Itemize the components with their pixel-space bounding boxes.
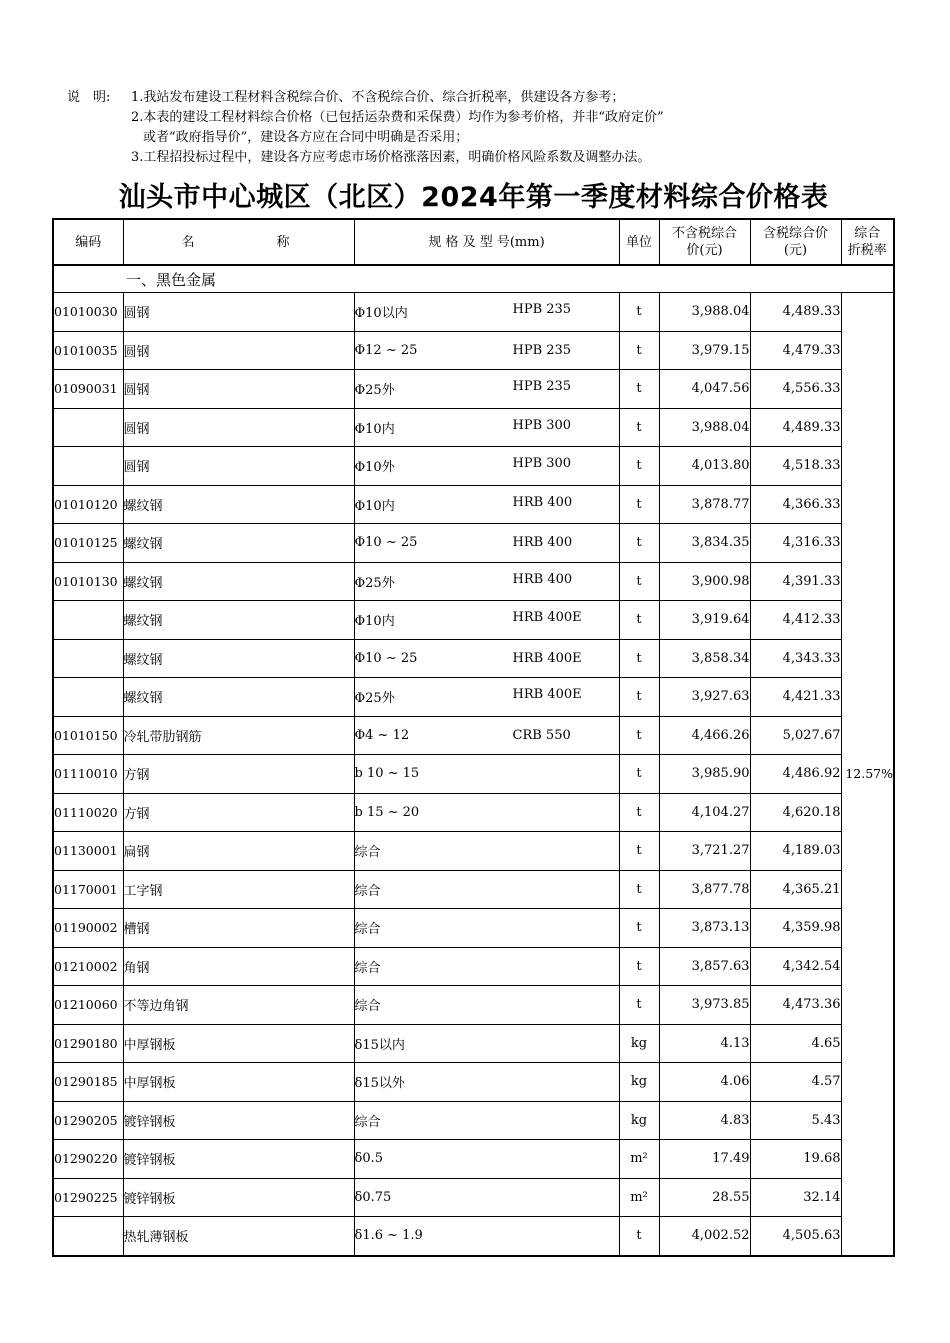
cell-spec-size: Φ25外 <box>354 691 395 707</box>
cell-unit: t <box>619 562 659 601</box>
cell-spec-size: Φ10 ~ 25 <box>354 535 418 551</box>
cell-spec <box>354 947 619 986</box>
cell-price-inc-tax: 4,489.33 <box>750 293 841 332</box>
cell-unit: t <box>619 678 659 717</box>
cell-price-inc-tax: 4,189.03 <box>750 832 841 871</box>
cell-price-ex-tax: 3,919.64 <box>659 601 750 640</box>
cell-price-inc-tax: 5.43 <box>750 1101 841 1140</box>
header-price-ex-tax-l1: 不含税综合 <box>671 226 737 241</box>
cell-spec-size: 综合 <box>354 1114 381 1130</box>
cell-unit: t <box>619 524 659 563</box>
cell-unit: kg <box>619 1101 659 1140</box>
cell-price-inc-tax: 4.57 <box>750 1063 841 1102</box>
cell-price-inc-tax: 4,518.33 <box>750 447 841 486</box>
header-rate <box>841 219 894 265</box>
cell-price-inc-tax: 4,412.33 <box>750 601 841 640</box>
table-row <box>53 562 894 601</box>
table-row <box>53 1063 894 1102</box>
header-rate-l2: 折税率 <box>847 243 887 258</box>
cell-name: 镀锌钢板 <box>123 1140 354 1179</box>
cell-name: 中厚钢板 <box>123 1024 354 1063</box>
table-row <box>53 947 894 986</box>
cell-spec-size: 综合 <box>354 922 381 938</box>
cell-name: 圆钢 <box>123 293 354 332</box>
header-price-ex-tax-l2: 价(元) <box>686 243 723 258</box>
cell-unit: t <box>619 755 659 794</box>
cell-price-ex-tax: 3,858.34 <box>659 639 750 678</box>
cell-unit: t <box>619 793 659 832</box>
cell-spec-size: Φ10以内 <box>354 306 408 322</box>
cell-spec <box>354 1178 619 1217</box>
cell-price-ex-tax: 4.13 <box>659 1024 750 1063</box>
cell-spec <box>354 832 619 871</box>
cell-tax-rate: 12.57% <box>841 293 894 1256</box>
cell-price-ex-tax: 3,878.77 <box>659 485 750 524</box>
cell-name: 圆钢 <box>123 447 354 486</box>
header-price-ex-tax <box>659 219 750 265</box>
cell-spec-size: δ15以外 <box>354 1076 405 1092</box>
cell-unit: m² <box>619 1178 659 1217</box>
cell-code: 01090031 <box>53 370 123 409</box>
cell-spec <box>354 1101 619 1140</box>
cell-spec <box>354 870 619 909</box>
cell-unit: t <box>619 485 659 524</box>
cell-spec-grade: HRB 400E <box>512 610 582 626</box>
table-row <box>53 331 894 370</box>
table-row <box>53 793 894 832</box>
cell-spec <box>354 1140 619 1179</box>
table-row <box>53 678 894 717</box>
cell-name: 不等边角钢 <box>123 986 354 1025</box>
cell-spec-grade: HPB 235 <box>512 342 572 358</box>
cell-spec <box>354 293 619 332</box>
cell-price-inc-tax: 4,505.63 <box>750 1217 841 1256</box>
table-row <box>53 601 894 640</box>
cell-price-ex-tax: 4,047.56 <box>659 370 750 409</box>
note-row-1 <box>67 88 664 108</box>
cell-price-inc-tax: 4,391.33 <box>750 562 841 601</box>
table-row <box>53 370 894 409</box>
cell-price-ex-tax: 28.55 <box>659 1178 750 1217</box>
cell-code: 01290185 <box>53 1063 123 1102</box>
cell-price-inc-tax: 4,359.98 <box>750 909 841 948</box>
cell-spec-grade: HRB 400E <box>512 650 582 666</box>
cell-code: 01010030 <box>53 293 123 332</box>
cell-spec <box>354 447 619 486</box>
cell-unit: t <box>619 447 659 486</box>
cell-spec-grade: HRB 400E <box>512 687 582 703</box>
cell-price-ex-tax: 3,973.85 <box>659 986 750 1025</box>
header-unit: 单位 <box>619 219 659 265</box>
cell-spec-grade: HPB 300 <box>512 456 572 472</box>
cell-price-ex-tax: 3,857.63 <box>659 947 750 986</box>
note-line-1: 1.我站发布建设工程材料含税综合价、不含税综合价、综合折税率，供建设各方参考； <box>131 90 625 105</box>
header-spec: 规 格 及 型 号(mm) <box>354 219 619 265</box>
cell-unit: t <box>619 1217 659 1256</box>
note-line-2: 2.本表的建设工程材料综合价格（已包括运杂费和采保费）均作为参考价格，并非“政府定价” <box>131 110 664 125</box>
cell-spec-size: Φ25外 <box>354 383 395 399</box>
table-row <box>53 447 894 486</box>
cell-spec <box>354 793 619 832</box>
cell-price-ex-tax: 3,979.15 <box>659 331 750 370</box>
table-row <box>53 639 894 678</box>
cell-price-inc-tax: 5,027.67 <box>750 716 841 755</box>
cell-unit: t <box>619 601 659 640</box>
cell-code: 01110010 <box>53 755 123 794</box>
cell-spec-grade: CRB 550 <box>512 727 571 743</box>
cell-price-ex-tax: 4,013.80 <box>659 447 750 486</box>
cell-spec-grade: HRB 400 <box>512 535 573 551</box>
cell-price-ex-tax: 3,927.63 <box>659 678 750 717</box>
category-row <box>53 265 894 293</box>
cell-price-inc-tax: 4,479.33 <box>750 331 841 370</box>
cell-code: 01010150 <box>53 716 123 755</box>
cell-spec-size: Φ10 ~ 25 <box>354 650 418 666</box>
cell-spec-grade: HPB 235 <box>512 302 572 318</box>
cell-name: 槽钢 <box>123 909 354 948</box>
cell-spec <box>354 1024 619 1063</box>
cell-unit: t <box>619 370 659 409</box>
table-row <box>53 293 894 332</box>
table-row <box>53 755 894 794</box>
cell-code: 01130001 <box>53 832 123 871</box>
cell-code <box>53 447 123 486</box>
cell-price-ex-tax: 3,985.90 <box>659 755 750 794</box>
cell-unit: t <box>619 832 659 871</box>
header-price-inc-tax <box>750 219 841 265</box>
header-price-inc-tax-l2: (元) <box>783 243 808 258</box>
cell-price-inc-tax: 4,366.33 <box>750 485 841 524</box>
cell-price-ex-tax: 3,873.13 <box>659 909 750 948</box>
price-table <box>52 218 895 1257</box>
cell-price-inc-tax: 4,343.33 <box>750 639 841 678</box>
header-code: 编码 <box>53 219 123 265</box>
cell-spec <box>354 716 619 755</box>
cell-spec-size: δ15以内 <box>354 1037 405 1053</box>
cell-price-ex-tax: 4.06 <box>659 1063 750 1102</box>
header-rate-l1: 综合 <box>854 226 881 241</box>
cell-code: 01290220 <box>53 1140 123 1179</box>
cell-spec <box>354 562 619 601</box>
table-row <box>53 832 894 871</box>
notes-label: 说 明: <box>67 90 111 105</box>
cell-name: 螺纹钢 <box>123 485 354 524</box>
cell-code <box>53 408 123 447</box>
cell-spec <box>354 678 619 717</box>
cell-price-inc-tax: 19.68 <box>750 1140 841 1179</box>
cell-name: 螺纹钢 <box>123 639 354 678</box>
cell-code: 01190002 <box>53 909 123 948</box>
note-line-4: 3.工程招投标过程中，建设各方应考虑市场价格涨落因素，明确价格风险系数及调整办法。 <box>131 150 651 165</box>
cell-spec-size: 综合 <box>354 999 381 1015</box>
cell-unit: m² <box>619 1140 659 1179</box>
cell-price-ex-tax: 3,721.27 <box>659 832 750 871</box>
cell-spec-size: Φ10外 <box>354 460 395 476</box>
cell-spec <box>354 1063 619 1102</box>
cell-code: 01170001 <box>53 870 123 909</box>
table-row <box>53 909 894 948</box>
table-header-row <box>53 219 894 265</box>
notes <box>67 88 664 168</box>
cell-spec-size: Φ10内 <box>354 421 395 437</box>
cell-name: 圆钢 <box>123 331 354 370</box>
cell-spec-size: b 10 ~ 15 <box>354 766 420 782</box>
cell-price-inc-tax: 4,556.33 <box>750 370 841 409</box>
cell-code: 01290180 <box>53 1024 123 1063</box>
cell-spec-size: b 15 ~ 20 <box>354 804 420 820</box>
cell-spec-grade: HRB 400 <box>512 494 573 510</box>
cell-spec-size: Φ25外 <box>354 575 395 591</box>
cell-price-ex-tax: 3,988.04 <box>659 408 750 447</box>
cell-name: 螺纹钢 <box>123 678 354 717</box>
cell-price-inc-tax: 4,316.33 <box>750 524 841 563</box>
cell-name: 方钢 <box>123 755 354 794</box>
cell-spec <box>354 408 619 447</box>
cell-code <box>53 639 123 678</box>
table-row <box>53 1178 894 1217</box>
cell-spec-size: 综合 <box>354 960 381 976</box>
cell-code: 01210060 <box>53 986 123 1025</box>
table-row <box>53 485 894 524</box>
cell-unit: t <box>619 639 659 678</box>
category-label: 一、黑色金属 <box>53 265 894 293</box>
header-name-text: 名 称 <box>181 234 296 250</box>
cell-price-ex-tax: 17.49 <box>659 1140 750 1179</box>
cell-price-inc-tax: 4,421.33 <box>750 678 841 717</box>
cell-price-inc-tax: 4,365.21 <box>750 870 841 909</box>
cell-code: 01110020 <box>53 793 123 832</box>
cell-code <box>53 678 123 717</box>
cell-spec-grade: HRB 400 <box>512 571 573 587</box>
cell-price-ex-tax: 4.83 <box>659 1101 750 1140</box>
cell-code: 01290205 <box>53 1101 123 1140</box>
table-row <box>53 870 894 909</box>
cell-spec <box>354 370 619 409</box>
cell-spec-size: Φ4 ~ 12 <box>354 727 410 743</box>
cell-spec <box>354 1217 619 1256</box>
cell-price-ex-tax: 4,104.27 <box>659 793 750 832</box>
cell-name: 冷轧带肋钢筋 <box>123 716 354 755</box>
cell-name: 螺纹钢 <box>123 601 354 640</box>
cell-name: 热轧薄钢板 <box>123 1217 354 1256</box>
cell-code: 01290225 <box>53 1178 123 1217</box>
cell-unit: kg <box>619 1063 659 1102</box>
page-title: 汕头市中心城区（北区）2024年第一季度材料综合价格表 <box>118 182 829 213</box>
cell-spec-size: δ1.6 ~ 1.9 <box>354 1228 423 1244</box>
cell-spec-size: 综合 <box>354 845 381 861</box>
cell-name: 扁钢 <box>123 832 354 871</box>
cell-code: 01010035 <box>53 331 123 370</box>
cell-price-inc-tax: 4,342.54 <box>750 947 841 986</box>
cell-name: 镀锌钢板 <box>123 1101 354 1140</box>
cell-unit: t <box>619 986 659 1025</box>
cell-price-ex-tax: 4,466.26 <box>659 716 750 755</box>
cell-price-inc-tax: 4,486.92 <box>750 755 841 794</box>
cell-code <box>53 601 123 640</box>
table-row <box>53 1217 894 1256</box>
header-name <box>123 219 354 265</box>
cell-name: 圆钢 <box>123 370 354 409</box>
cell-price-inc-tax: 4.65 <box>750 1024 841 1063</box>
header-price-inc-tax-l1: 含税综合价 <box>762 226 828 241</box>
cell-spec-size: Φ12 ~ 25 <box>354 342 418 358</box>
cell-name: 角钢 <box>123 947 354 986</box>
cell-name: 圆钢 <box>123 408 354 447</box>
table-row <box>53 1024 894 1063</box>
cell-spec <box>354 909 619 948</box>
cell-spec-size: 综合 <box>354 883 381 899</box>
cell-name: 方钢 <box>123 793 354 832</box>
cell-spec <box>354 601 619 640</box>
table-row <box>53 408 894 447</box>
cell-code <box>53 1217 123 1256</box>
cell-name: 螺纹钢 <box>123 562 354 601</box>
cell-code: 01010120 <box>53 485 123 524</box>
cell-code: 01210002 <box>53 947 123 986</box>
cell-unit: t <box>619 408 659 447</box>
cell-price-ex-tax: 4,002.52 <box>659 1217 750 1256</box>
cell-unit: t <box>619 331 659 370</box>
cell-unit: t <box>619 293 659 332</box>
table-row <box>53 986 894 1025</box>
cell-unit: kg <box>619 1024 659 1063</box>
cell-spec <box>354 331 619 370</box>
table-row <box>53 716 894 755</box>
cell-code: 01010130 <box>53 562 123 601</box>
cell-unit: t <box>619 947 659 986</box>
cell-spec <box>354 524 619 563</box>
cell-price-ex-tax: 3,834.35 <box>659 524 750 563</box>
cell-name: 中厚钢板 <box>123 1063 354 1102</box>
cell-unit: t <box>619 909 659 948</box>
cell-price-ex-tax: 3,988.04 <box>659 293 750 332</box>
cell-spec-size: Φ10内 <box>354 498 395 514</box>
table-row <box>53 524 894 563</box>
cell-name: 镀锌钢板 <box>123 1178 354 1217</box>
cell-spec-size: δ0.5 <box>354 1151 384 1167</box>
table-row <box>53 1140 894 1179</box>
cell-spec-grade: HPB 235 <box>512 379 572 395</box>
cell-spec-size: Φ10内 <box>354 614 395 630</box>
cell-price-inc-tax: 4,473.36 <box>750 986 841 1025</box>
cell-price-inc-tax: 4,489.33 <box>750 408 841 447</box>
cell-spec <box>354 986 619 1025</box>
cell-spec <box>354 485 619 524</box>
cell-spec-size: δ0.75 <box>354 1189 392 1205</box>
cell-price-inc-tax: 4,620.18 <box>750 793 841 832</box>
cell-name: 螺纹钢 <box>123 524 354 563</box>
cell-code: 01010125 <box>53 524 123 563</box>
cell-spec <box>354 755 619 794</box>
cell-price-inc-tax: 32.14 <box>750 1178 841 1217</box>
note-line-3: 或者“政府指导价”，建设各方应在合同中明确是否采用； <box>143 130 469 145</box>
cell-unit: t <box>619 870 659 909</box>
cell-price-ex-tax: 3,877.78 <box>659 870 750 909</box>
table-row <box>53 1101 894 1140</box>
cell-spec <box>354 639 619 678</box>
cell-unit: t <box>619 716 659 755</box>
cell-price-ex-tax: 3,900.98 <box>659 562 750 601</box>
cell-name: 工字钢 <box>123 870 354 909</box>
cell-spec-grade: HPB 300 <box>512 417 572 433</box>
